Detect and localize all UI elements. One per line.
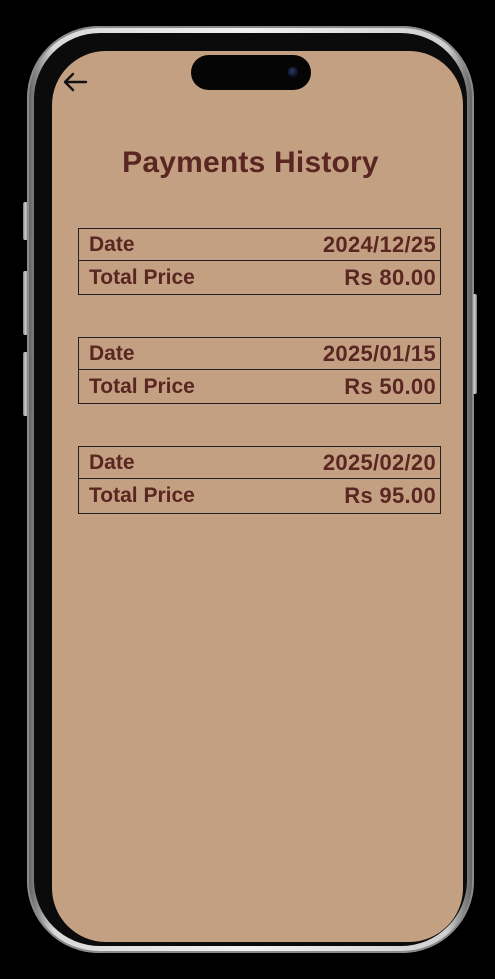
total-row xyxy=(78,479,441,514)
date-row xyxy=(78,446,441,479)
total-label: Total Price xyxy=(89,484,195,507)
volume-down-button xyxy=(23,352,28,416)
total-value: Rs 95.00 xyxy=(344,483,436,508)
total-label: Total Price xyxy=(89,265,195,289)
power-button xyxy=(472,294,477,394)
date-label: Date xyxy=(89,232,135,256)
volume-up-button xyxy=(23,271,28,335)
date-row xyxy=(78,228,441,261)
arrow-left-icon xyxy=(58,66,94,98)
silent-switch xyxy=(23,202,28,240)
dynamic-island xyxy=(191,55,311,90)
total-value: Rs 50.00 xyxy=(344,373,436,399)
payment-card xyxy=(78,446,441,514)
date-label: Date xyxy=(89,341,135,365)
front-camera xyxy=(288,67,298,77)
total-row xyxy=(78,370,441,404)
date-value: 2025/01/15 xyxy=(322,340,436,366)
total-row xyxy=(78,261,441,295)
date-row xyxy=(78,337,441,370)
back-button[interactable] xyxy=(58,66,94,98)
date-value: 2025/02/20 xyxy=(322,449,436,475)
page-title: Payments History xyxy=(122,146,379,179)
total-value: Rs 80.00 xyxy=(344,264,436,290)
date-value: 2024/12/25 xyxy=(322,231,436,257)
date-label: Date xyxy=(89,450,135,474)
payment-card xyxy=(78,337,441,404)
payment-card xyxy=(78,228,441,295)
total-label: Total Price xyxy=(89,374,195,398)
